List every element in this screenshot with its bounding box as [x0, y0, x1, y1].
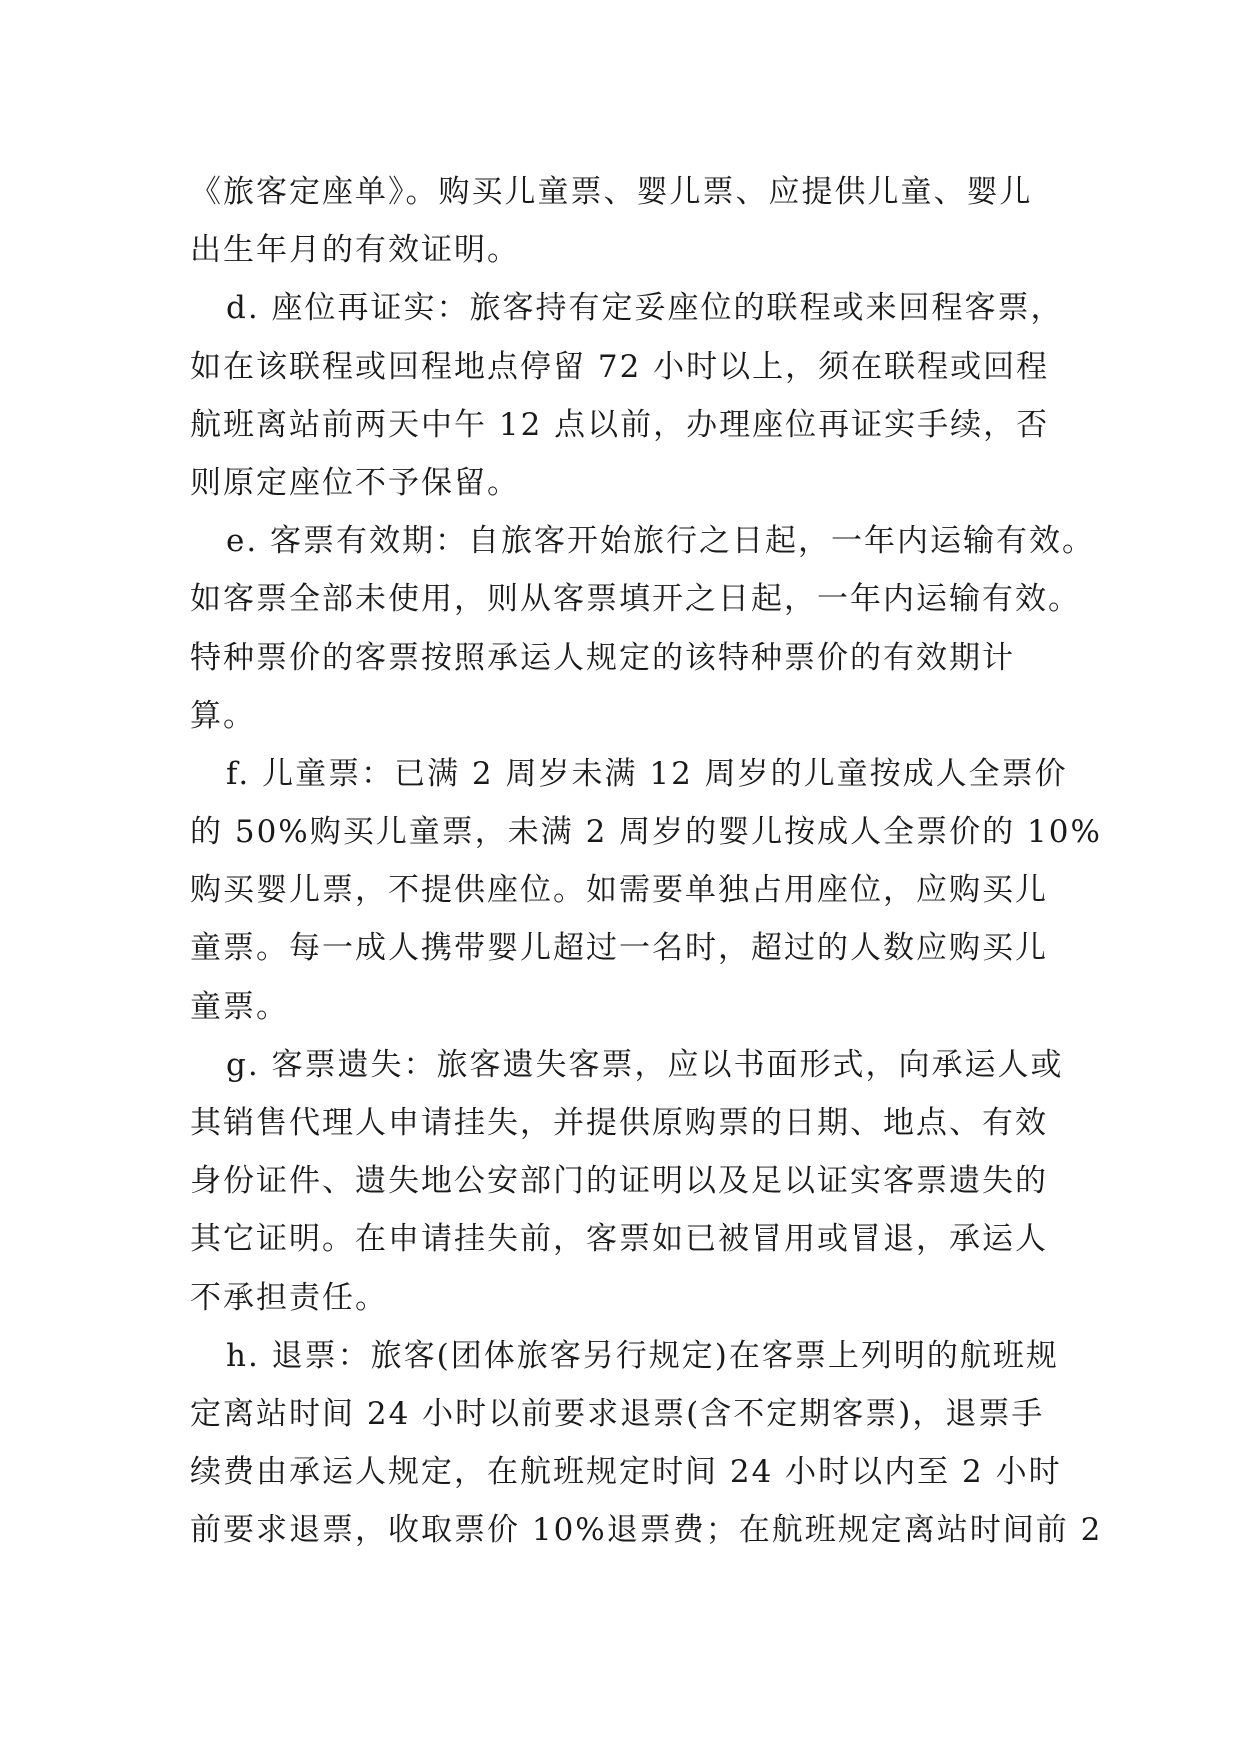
text-line: 童票。: [190, 988, 289, 1025]
text-line: 出生年月的有效证明。: [190, 232, 520, 269]
text-line: 《旅客定座单》。购买儿童票、婴儿票、应提供儿童、婴儿: [190, 174, 1033, 210]
text-line: 其销售代理人申请挂失，并提供原购票的日期、地点、有效: [190, 1105, 1048, 1141]
text-line: 则原定座位不予保留。: [190, 464, 520, 501]
paragraph-g-start: g. 客票遗失：旅客遗失客票，应以书面形式，向承运人或: [226, 1046, 1064, 1083]
text-line: 其它证明。在申请挂失前，客票如已被冒用或冒退，承运人: [190, 1221, 1048, 1258]
text-line: 航班离站前两天中午 12 点以前，办理座位再证实手续，否: [190, 406, 1050, 443]
text-line: 的 50%购买儿童票，未满 2 周岁的婴儿按成人全票价的 10%: [190, 814, 1102, 851]
text-line: 如在该联程或回程地点停留 72 小时以上，须在联程或回程: [190, 348, 1050, 385]
text-line: 购买婴儿票，不提供座位。如需要单独占用座位，应购买儿: [190, 872, 1048, 909]
paragraph-f-start: f. 儿童票：已满 2 周岁未满 12 周岁的儿童按成人全票价: [226, 755, 1068, 792]
text-line: 身份证件、遗失地公安部门的证明以及足以证实客票遗失的: [190, 1163, 1048, 1200]
text-line: 童票。每一成人携带婴儿超过一名时，超过的人数应购买儿: [190, 930, 1048, 967]
document-body: [190, 163, 1103, 1560]
text-line: 定离站时间 24 小时以前要求退票(含不定期客票)，退票手: [190, 1395, 1045, 1432]
text-line: 不承担责任。: [190, 1279, 388, 1316]
paragraph-e-start: e. 客票有效期：自旅客开始旅行之日起，一年内运输有效。: [226, 523, 1096, 560]
text-line: 特种票价的客票按照承运人规定的该特种票价的有效期计: [190, 639, 1015, 676]
text-line: 算。: [190, 697, 256, 734]
text-line: 如客票全部未使用，则从客票填开之日起，一年内运输有效。: [190, 581, 1081, 618]
paragraph-h-start: h. 退票：旅客(团体旅客另行规定)在客票上列明的航班规: [226, 1337, 1059, 1374]
text-line: 前要求退票，收取票价 10%退票费；在航班规定离站时间前 2: [190, 1512, 1103, 1549]
paragraph-d-start: d. 座位再证实：旅客持有定妥座位的联程或来回程客票，: [226, 290, 1064, 327]
text-line: 续费由承运人规定，在航班规定时间 24 小时以内至 2 小时: [190, 1454, 1062, 1491]
